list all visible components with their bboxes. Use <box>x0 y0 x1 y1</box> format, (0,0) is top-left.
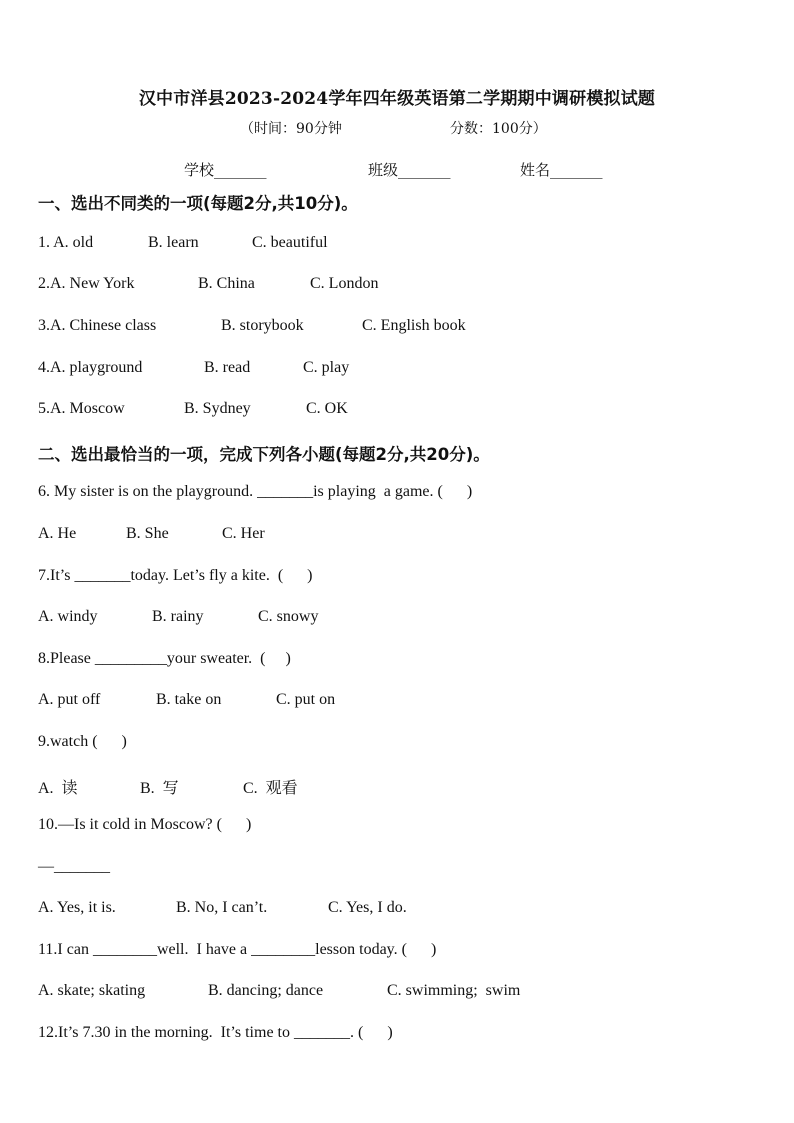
student-info <box>0 159 794 181</box>
q2-option-a: 2.A. New York <box>38 275 135 292</box>
q6-option-c: C. Her <box>222 525 265 542</box>
q11-option-b: B. dancing; dance <box>208 982 324 999</box>
q3-option-a: 3.A. Chinese class <box>38 317 157 334</box>
question-7: 7.It’s _______today. Let’s fly a kite. ( ) <box>38 567 313 584</box>
question-12: 12.It’s 7.30 in the morning. It’s time to _______. ( ) <box>38 1024 393 1041</box>
q9-option-c: C. 观看 <box>243 780 298 797</box>
q10-option-b: B. No, I can’t. <box>176 899 268 916</box>
q7-option-b: B. rainy <box>152 608 204 625</box>
q6-option-a: A. He <box>38 525 77 542</box>
exam-score: 分数：100分） <box>450 121 547 137</box>
q10-option-a: A. Yes, it is. <box>38 899 116 916</box>
q4-option-a: 4.A. playground <box>38 359 143 376</box>
q11-option-c: C. swimming; swim <box>387 982 521 999</box>
q9-option-b: B. 写 <box>140 780 179 797</box>
exam-meta <box>0 118 794 138</box>
q1-option-a: 1. A. old <box>38 234 94 251</box>
exam-time: （时间：90分钟 <box>240 121 342 137</box>
question-9: 9.watch ( ) <box>38 733 127 750</box>
q5-option-b: B. Sydney <box>184 400 251 417</box>
q6-option-b: B. She <box>126 525 169 542</box>
question-8: 8.Please _________your sweater. ( ) <box>38 650 291 667</box>
q11-option-a: A. skate; skating <box>38 982 146 999</box>
q3-option-c: C. English book <box>362 317 466 334</box>
q4-option-c: C. play <box>303 359 350 376</box>
name-field: 姓名_______ <box>520 161 603 179</box>
class-field: 班级_______ <box>368 161 451 179</box>
page-title: 汉中市洋县2023-2024学年四年级英语第二学期期中调研模拟试题 <box>138 89 656 109</box>
section-2-heading: 二、选出最恰当的一项，完成下列各小题(每题2分,共20分)。 <box>38 445 490 464</box>
q8-option-a: A. put off <box>38 691 101 708</box>
q2-option-b: B. China <box>198 275 255 292</box>
question-6: 6. My sister is on the playground. _______is playing a game. ( ) <box>38 483 473 500</box>
question-11: 11.I can ________well. I have a ________lesson today. ( ) <box>38 941 437 958</box>
q2-option-c: C. London <box>310 275 379 292</box>
section-1-heading: 一、选出不同类的一项(每题2分,共10分)。 <box>38 194 358 213</box>
q3-option-b: B. storybook <box>221 317 304 334</box>
q8-option-c: C. put on <box>276 691 336 708</box>
q9-option-a: A. 读 <box>38 780 78 797</box>
q4-option-b: B. read <box>204 359 251 376</box>
q1-option-c: C. beautiful <box>252 234 328 251</box>
q5-option-a: 5.A. Moscow <box>38 400 125 417</box>
q8-option-b: B. take on <box>156 691 222 708</box>
q10-option-c: C. Yes, I do. <box>328 899 407 916</box>
question-10: 10.—Is it cold in Moscow? ( ) <box>38 816 252 833</box>
q7-option-c: C. snowy <box>258 608 319 625</box>
school-field: 学校_______ <box>184 161 267 179</box>
q5-option-c: C. OK <box>306 400 348 417</box>
q7-option-a: A. windy <box>38 608 98 625</box>
q1-option-b: B. learn <box>148 234 199 251</box>
question-10-answer-line: —_______ <box>38 858 110 875</box>
